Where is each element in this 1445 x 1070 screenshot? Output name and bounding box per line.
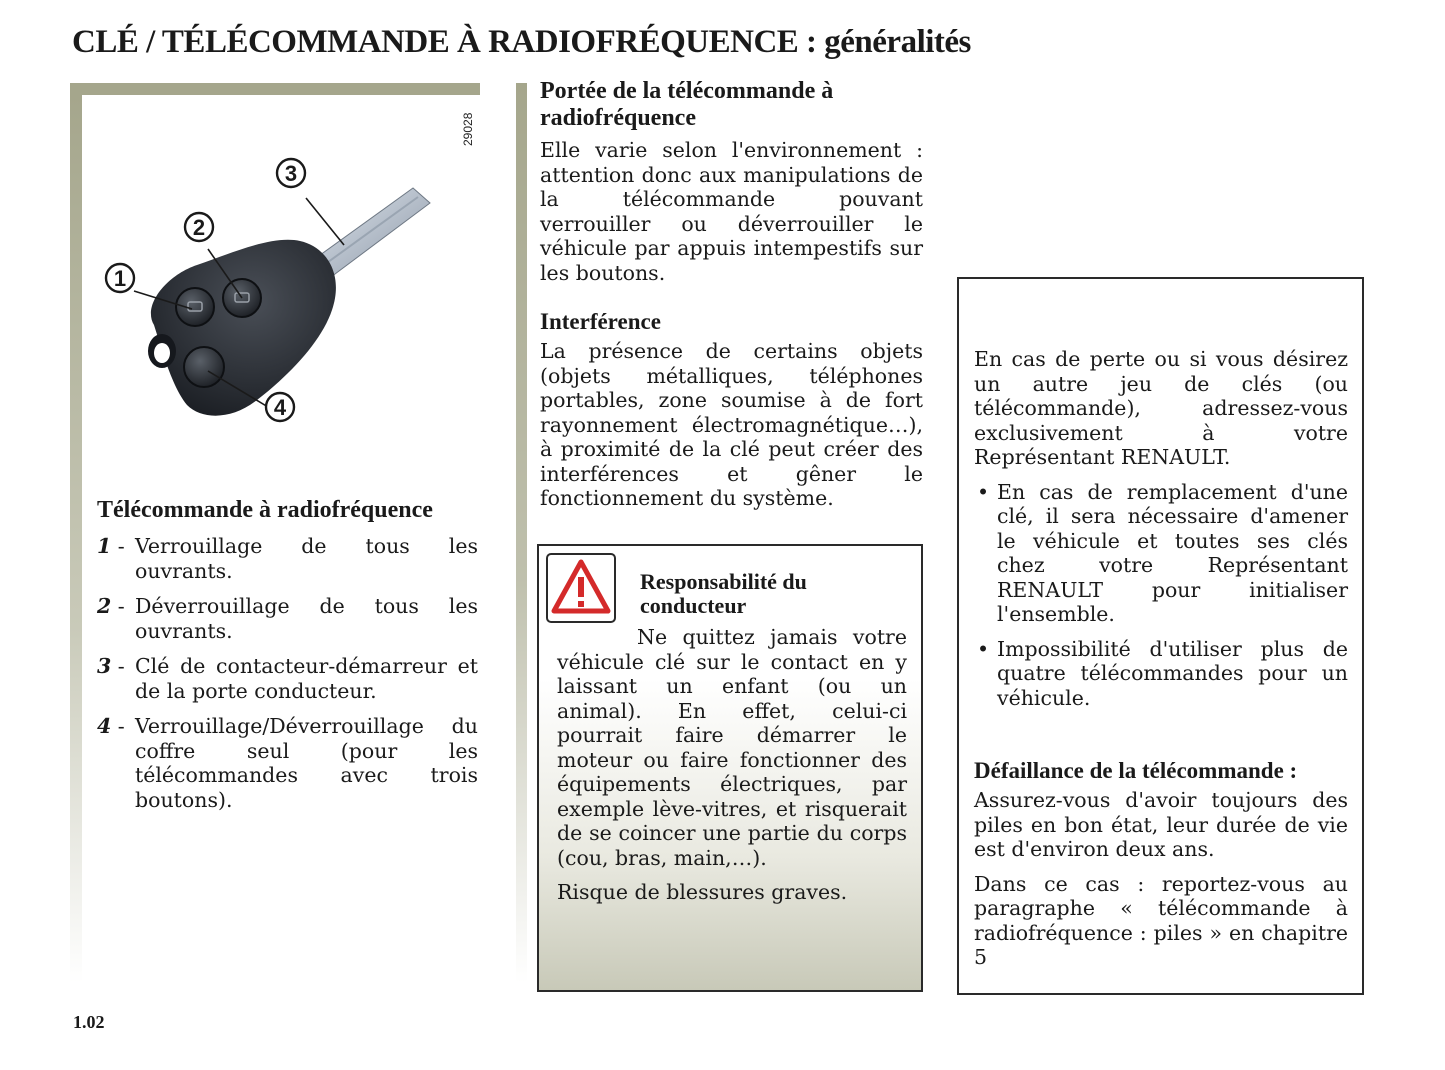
svg-text:2: 2 <box>192 215 206 240</box>
key-figure-frame <box>70 83 480 483</box>
remote-button-list <box>97 534 478 812</box>
svg-text:3: 3 <box>284 161 298 186</box>
warning-box <box>537 544 923 992</box>
lock-button <box>176 288 214 326</box>
list-item: 2 - Déverrouillage de tous les ouvrants. <box>97 594 478 643</box>
svg-text:4: 4 <box>273 395 287 420</box>
list-item: 1 - Verrouillage de tous les ouvrants. <box>97 534 478 583</box>
list-item: 3 - Clé de contacteur-démarreur et de la porte conducteur. <box>97 654 478 703</box>
list-item: • Impossibilité d'utiliser plus de quatre télécommandes pour un véhicule. <box>974 637 1348 711</box>
key-ring-hole <box>154 343 170 363</box>
info-bullet-list <box>974 480 1348 711</box>
callout-3 <box>277 159 305 187</box>
middle-column <box>540 78 923 511</box>
callout-1 <box>106 264 134 292</box>
failure-text: Assurez-vous d'avoir toujours des piles en bon état, leur durée de vie est d'environ deux ans. <box>974 788 1348 861</box>
range-heading: Portée de la télécommande à radiofréquence <box>540 78 834 131</box>
warning-heading: Responsabilité du conducteur <box>640 569 807 618</box>
callout-line-3 <box>306 198 344 245</box>
warning-text: Ne quittez jamais votre véhicule clé sur le contact en y laissant un enfant (ou un animal). En effet, celui-ci pourrait faire démarrer le moteur ou faire fonctionner des équipements électriques, par exemple lève-vitres, et risquerait de se coincer une partie du corps (cou, bras, main,…). <box>557 625 907 870</box>
blade-groove <box>324 197 418 265</box>
page-number: 1.02 <box>73 1012 105 1032</box>
figure-reference-code: 29028 <box>461 112 475 146</box>
key-figure <box>82 95 480 483</box>
interference-heading: Interférence <box>540 309 661 334</box>
list-item: 4 - Verrouillage/Déverrouillage du coffre seul (pour les télécommandes avec trois boutons). <box>97 714 478 812</box>
warning-risk: Risque de blessures graves. <box>557 880 848 904</box>
remote-heading: Télécommande à radiofréquence <box>97 497 433 523</box>
trunk-button <box>184 347 224 387</box>
failure-note: Dans ce cas : reportez-vous au paragraphe « télécommande à radiofréquence : piles » en chapitre 5 <box>974 871 1348 969</box>
warning-triangle-icon <box>546 553 616 623</box>
list-item: • En cas de remplacement d'une clé, il sera nécessaire d'amener le véhicule et toutes ses clés chez votre Représentant RENAULT pour initialiser l'ensemble. <box>974 480 1348 627</box>
callout-4 <box>266 393 294 421</box>
range-text: Elle varie selon l'environnement : attention donc aux manipulations de la télécommande pouvant verrouiller ou déverrouiller le véhicule par appuis intempestifs sur les boutons. <box>540 138 923 285</box>
key-fob-body <box>151 240 336 416</box>
callout-2 <box>185 213 213 241</box>
info-box <box>957 277 1364 995</box>
page-title: CLÉ / TÉLÉCOMMANDE À RADIOFRÉQUENCE : généralités <box>72 24 971 60</box>
svg-text:1: 1 <box>113 266 127 291</box>
interference-text: La présence de certains objets (objets métalliques, téléphones portables, zone soumise à de fort rayonnement électromagnétique…), à proximité de la clé peut créer des interférences et gêner le fonctionnement du système. <box>540 339 923 510</box>
middle-column-bar <box>516 83 527 983</box>
info-content <box>974 347 1348 970</box>
warning-body <box>557 625 907 905</box>
info-intro: En cas de perte ou si vous désirez un autre jeu de clés (ou télécommande), adressez-vous exclusivement à votre Représentant RENAULT. <box>974 347 1348 469</box>
remote-description <box>97 497 478 823</box>
failure-heading: Défaillance de la télécommande : <box>974 758 1298 783</box>
